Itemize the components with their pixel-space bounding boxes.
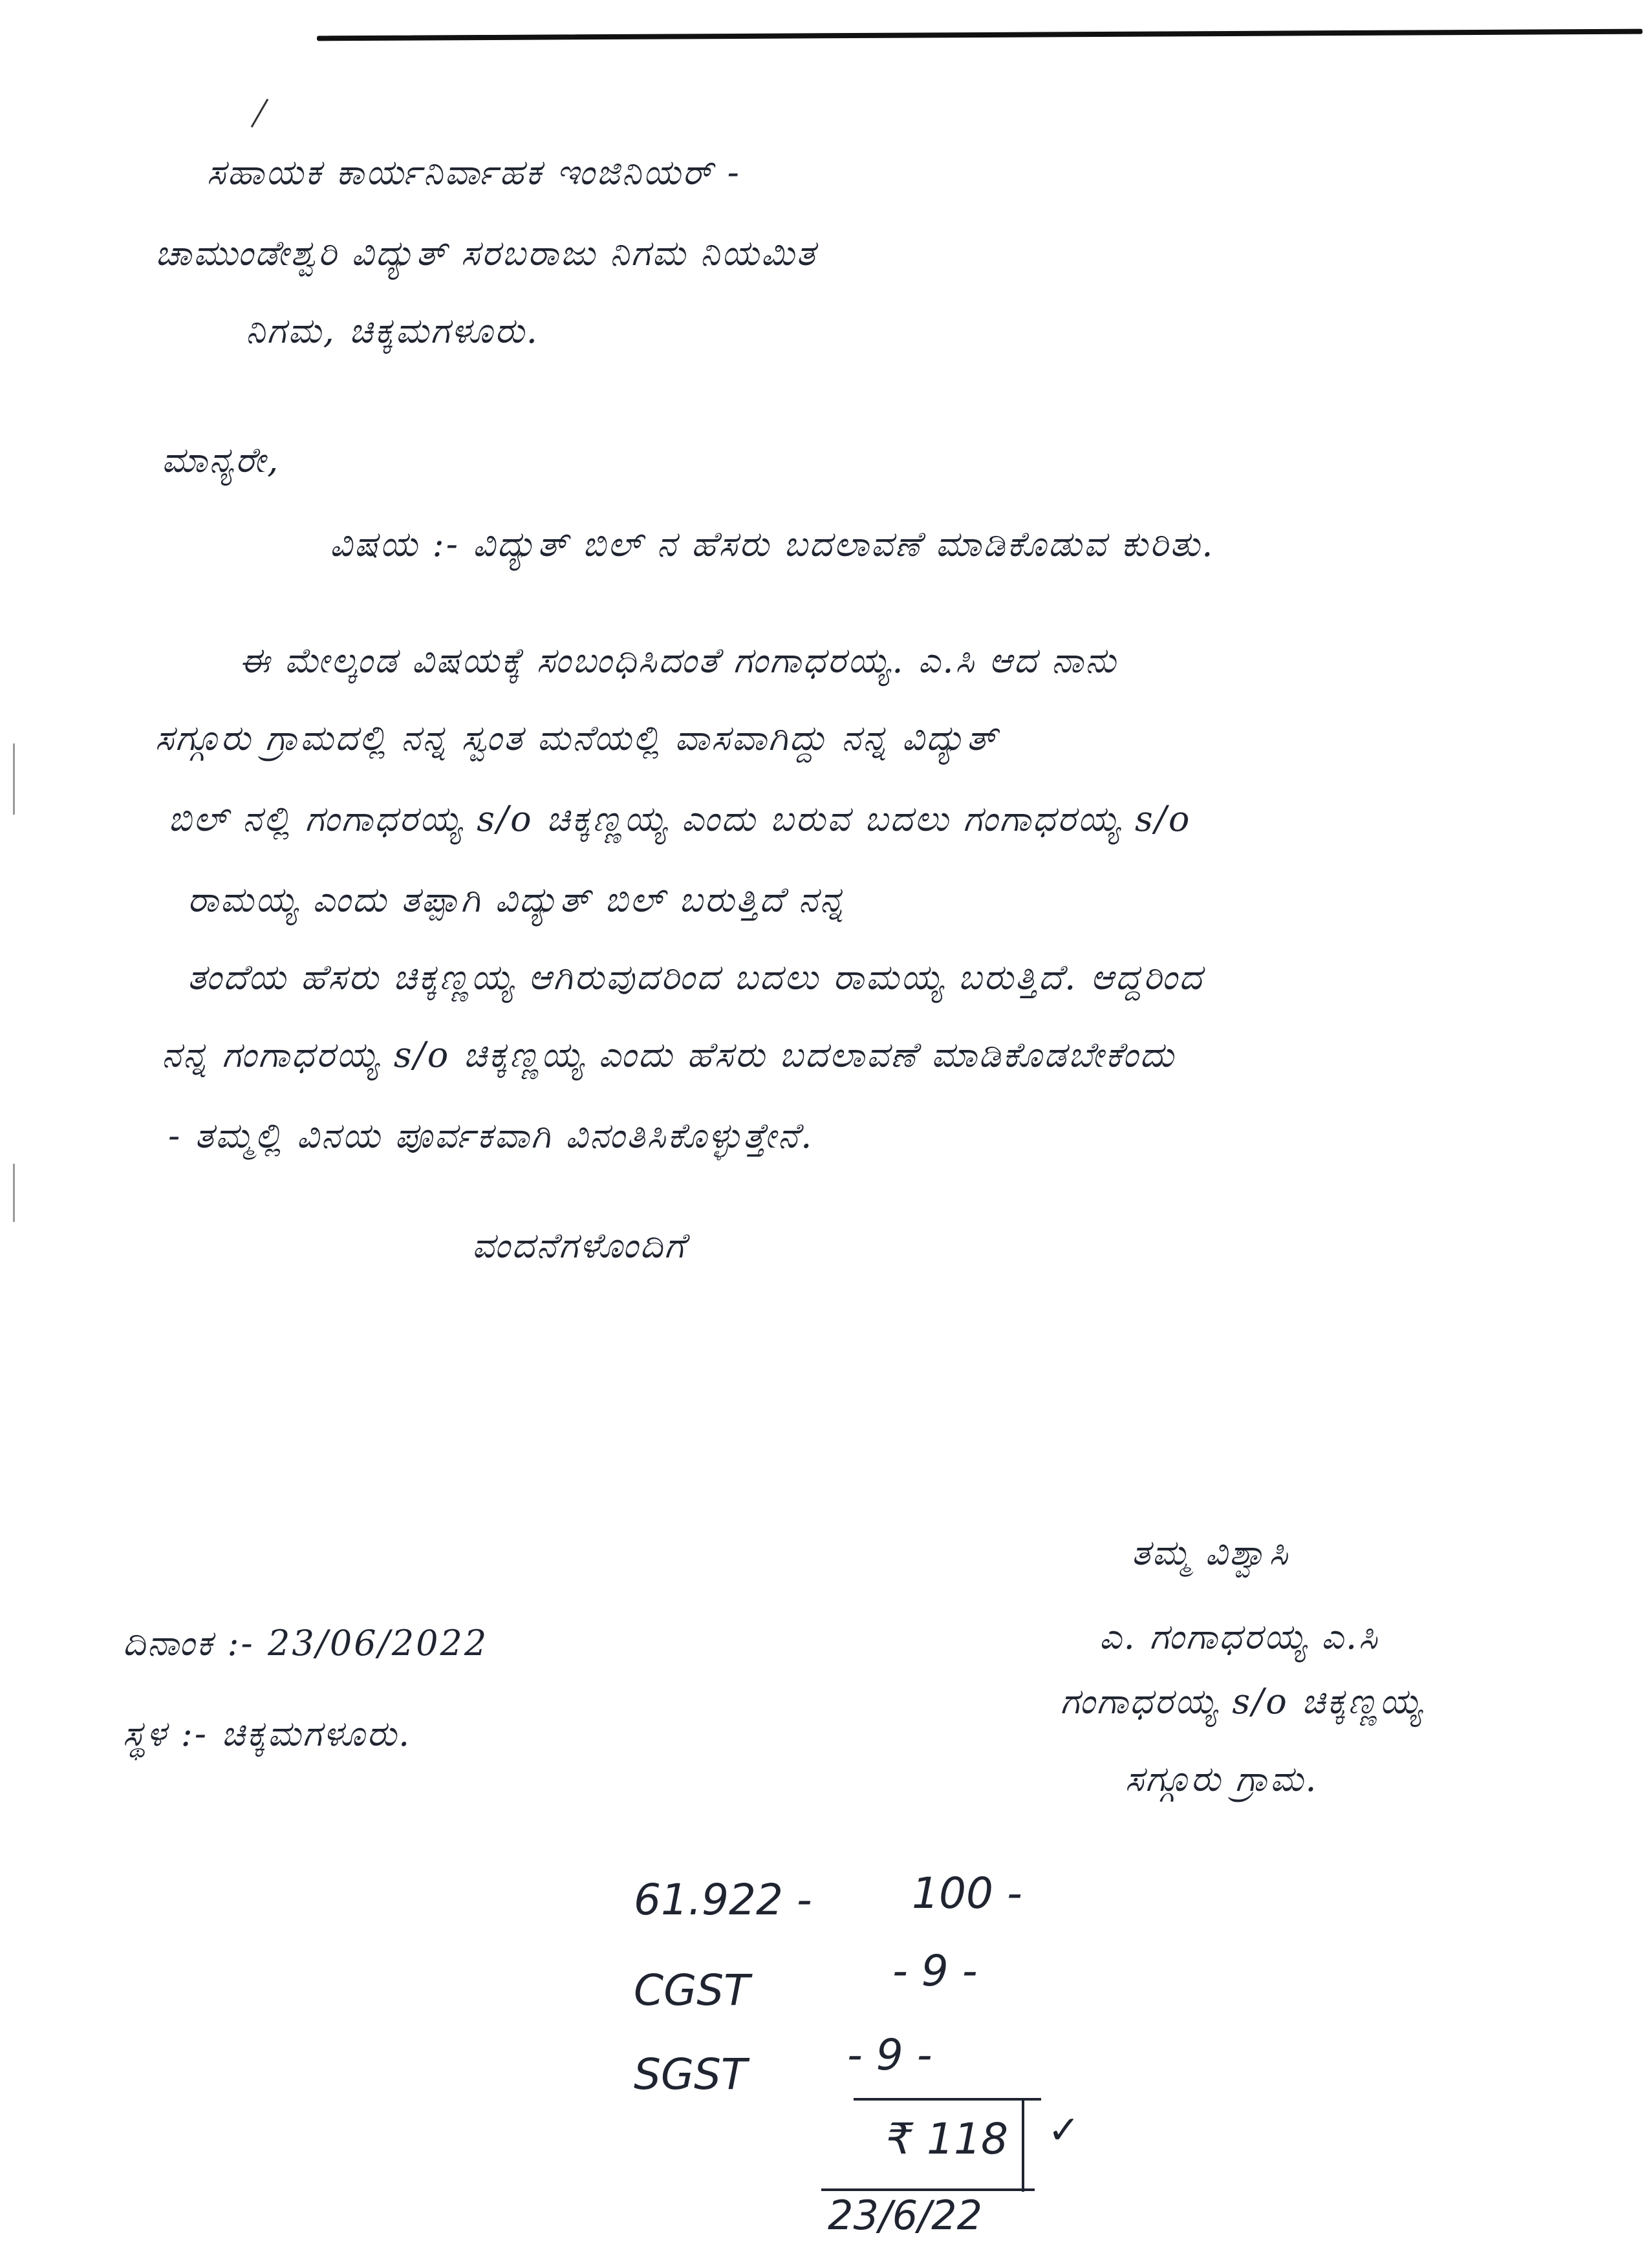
calc-row-value: - 9 - (892, 1946, 978, 1996)
body-line: ಬಿಲ್ ನಲ್ಲಿ ಗಂಗಾಧರಯ್ಯ s/o ಚಿಕ್ಕಣ್ಣಯ್ಯ ಎಂದು ಬರುವ ಬದಲು ಗಂಗಾಧರಯ್ಯ s/o (168, 798, 1192, 839)
salutation: ಮಾನ್ಯರೇ, (162, 440, 281, 480)
body-line: ಈ ಮೇಲ್ಕಂಡ ವಿಷಯಕ್ಕೆ ಸಂಬಂಧಿಸಿದಂತೆ ಗಂಗಾಧರಯ್ಯ. ಎ.ಸಿ ಆದ ನಾನು (239, 640, 1118, 681)
recipient-line-2: ಚಾಮುಂಡೇಶ್ವರಿ ವಿದ್ಯುತ್ ಸರಬರಾಜು ನಿಗಮ ನಿಯಮಿತ (155, 233, 817, 273)
date-line: ದಿನಾಂಕ :- 23/06/2022 (123, 1623, 489, 1664)
body-line: ತಂದೆಯ ಹೆಸರು ಚಿಕ್ಕಣ್ಣಯ್ಯ ಆಗಿರುವುದರಿಂದ ಬದಲು ರಾಮಯ್ಯ ಬರುತ್ತಿದೆ. ಆದ್ದರಿಂದ (188, 957, 1204, 998)
body-line: ರಾಮಯ್ಯ ಎಂದು ತಪ್ಪಾಗಿ ವಿದ್ಯುತ್ ಬಿಲ್ ಬರುತ್ತಿದೆ ನನ್ನ (188, 879, 846, 920)
total-rule-top (854, 2098, 1041, 2101)
recipient-line-3: ನಿಗಮ, ಚಿಕ್ಕಮಗಳೂರು. (246, 310, 539, 351)
left-edge-mark (13, 744, 15, 815)
stray-pen-mark (251, 99, 269, 128)
closing-greeting: ವಂದನೆಗಳೊಂದಿಗೆ (472, 1225, 687, 1266)
total-rule-bottom (821, 2188, 1035, 2191)
body-line: ನನ್ನ ಗಂಗಾಧರಯ್ಯ s/o ಚಿಕ್ಕಣ್ಣಯ್ಯ ಎಂದು ಹೆಸರು ಬದಲಾವಣೆ ಮಾಡಿಕೊಡಬೇಕೆಂದು (162, 1034, 1176, 1075)
signature-parentage: ಗಂಗಾಧರಯ್ಯ s/o ಚಿಕ್ಕಣ್ಣಯ್ಯ (1061, 1681, 1424, 1722)
calc-row-label: SGST (634, 2049, 748, 2099)
calc-total: ₹ 118 (886, 2114, 1008, 2164)
body-line: - ತಮ್ಮಲ್ಲಿ ವಿನಯ ಪೂರ್ವಕವಾಗಿ ವಿನಂತಿಸಿಕೊಳ್ಳುತ್ತೇನೆ. (168, 1115, 814, 1156)
subject-line: ವಿಷಯ :- ವಿದ್ಯುತ್ ಬಿಲ್ ನ ಹೆಸರು ಬದಲಾವಣೆ ಮಾಡಿಕೊಡುವ ಕುರಿತು. (330, 524, 1215, 564)
bill-calculation (634, 1862, 1164, 2250)
signature-name: ಎ. ಗಂಗಾಧರಯ್ಯ ಎ.ಸಿ (1099, 1616, 1379, 1657)
total-box-divider (1022, 2098, 1024, 2192)
signature-village: ಸಗ್ಗೂರು ಗ್ರಾಮ. (1125, 1759, 1319, 1799)
body-line: ಸಗ್ಗೂರು ಗ್ರಾಮದಲ್ಲಿ ನನ್ನ ಸ್ವಂತ ಮನೆಯಲ್ಲಿ ವಾಸವಾಗಿದ್ದು ನನ್ನ ವಿದ್ಯುತ್ (155, 718, 999, 758)
calc-row-value: - 9 - (847, 2030, 932, 2080)
top-border-line (317, 29, 1643, 41)
receipt-date: 23/6/22 (828, 2192, 983, 2239)
tick-mark: ✓ (1048, 2108, 1081, 2153)
calc-row-label: 61.922 - (634, 1875, 812, 1925)
place-line: ಸ್ಥಳ :- ಚಿಕ್ಕಮಗಳೂರು. (123, 1713, 412, 1754)
left-edge-mark (13, 1164, 15, 1222)
signature-sign-off: ತಮ್ಮ ವಿಶ್ವಾಸಿ (1132, 1532, 1290, 1573)
calc-row-label: CGST (634, 1965, 750, 2015)
recipient-line-1: ಸಹಾಯಕ ಕಾರ್ಯನಿರ್ವಾಹಕ ಇಂಜಿನಿಯರ್ - (207, 152, 741, 193)
calc-row-value: 100 - (912, 1868, 1022, 1918)
